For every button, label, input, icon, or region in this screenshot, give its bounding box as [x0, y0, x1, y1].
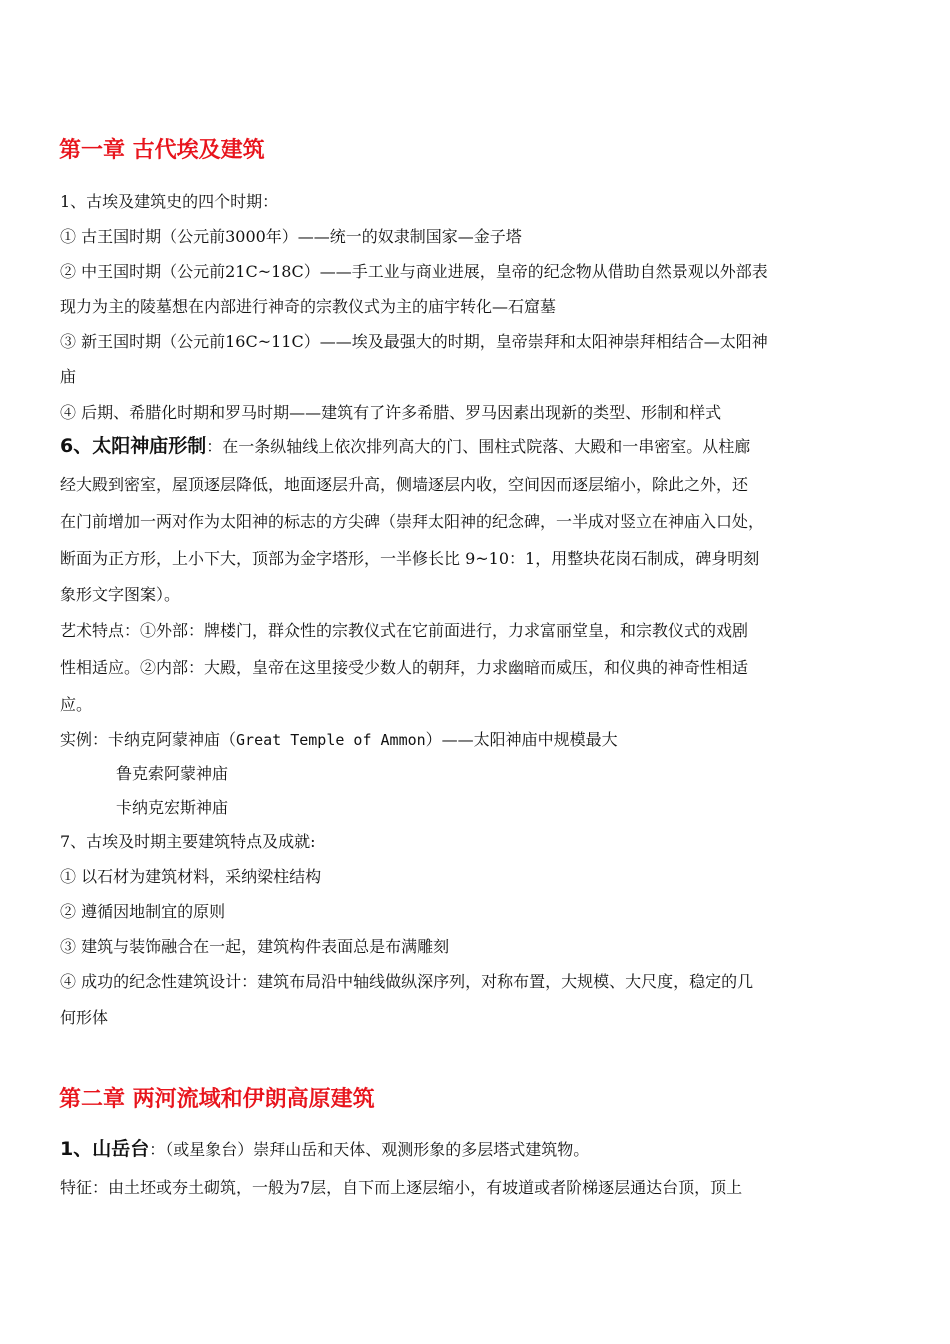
q7-point-1: ① 以石材为建筑材料，采纳梁柱结构	[60, 867, 322, 886]
q7-point-4-line-1: ④ 成功的纪念性建筑设计：建筑布局沿中轴线做纵深序列，对称布置，大规模、大尺度，稳定的几	[60, 972, 754, 991]
example-line-2: 鲁克索阿蒙神庙	[116, 764, 229, 783]
q7-point-3: ③ 建筑与装饰融合在一起，建筑构件表面总是布满雕刻	[60, 937, 450, 956]
ziggurat-heading: 1、山岳台	[60, 1138, 150, 1160]
q6-line-1-text: ：在一条纵轴线上依次排列高大的门、围柱式院落、大殿和一串密室。从柱廊	[206, 437, 751, 456]
q1-period-2-line-1: ② 中王国时期（公元前21C~18C）——手工业与商业进展，皇帝的纪念物从借助自然景观以外部表	[60, 262, 768, 281]
q1-period-2-line-2: 现力为主的陵墓想在内部进行神奇的宗教仪式为主的庙宇转化—石窟墓	[60, 297, 557, 316]
example-line-1	[60, 730, 618, 750]
q6-line-2: 经大殿到密室，屋顶逐层降低，地面逐层升高，侧墙逐层内收，空间因而逐层缩小，除此之外，还	[60, 475, 749, 494]
q1-heading: 1、古埃及建筑史的四个时期：	[60, 192, 279, 211]
q6-heading: 6、太阳神庙形制	[60, 435, 207, 457]
q6-line-1	[60, 436, 750, 457]
q7-heading: 7、古埃及时期主要建筑特点及成就:	[60, 832, 316, 851]
q6-line-3: 在门前增加一两对作为太阳神的标志的方尖碑（崇拜太阳神的纪念碑，一半成对竖立在神庙入口处，	[60, 512, 765, 531]
example-english-name: Great Temple of Ammon	[236, 731, 426, 749]
q1-period-4: ④ 后期、希腊化时期和罗马时期——建筑有了许多希腊、罗马因素出现新的类型、形制和样式	[60, 403, 722, 422]
q7-point-2: ② 遵循因地制宜的原则	[60, 902, 226, 921]
q1-period-3-line-2: 庙	[60, 367, 77, 386]
art-features-line-3: 应。	[60, 695, 93, 714]
chapter-1-title: 第一章 古代埃及建筑	[59, 138, 265, 163]
q6-line-5: 象形文字图案）。	[60, 585, 181, 604]
example-prefix: 实例：卡纳克阿蒙神庙（	[60, 730, 237, 749]
ziggurat-line-1	[60, 1139, 589, 1160]
art-features-line-1: 艺术特点：①外部：牌楼门，群众性的宗教仪式在它前面进行，力求富丽堂皇，和宗教仪式的戏剧	[60, 621, 749, 640]
chapter-2-title: 第二章 两河流域和伊朗高原建筑	[59, 1087, 375, 1112]
art-features-line-2: 性相适应。②内部：大殿，皇帝在这里接受少数人的朝拜，力求幽暗而威压，和仪典的神奇性相适	[60, 658, 749, 677]
q7-point-4-line-2: 何形体	[60, 1008, 109, 1027]
q1-period-1: ① 古王国时期（公元前3000年）——统一的奴隶制国家—金子塔	[60, 227, 522, 246]
example-line-3: 卡纳克宏斯神庙	[116, 798, 229, 817]
q1-period-3-line-1: ③ 新王国时期（公元前16C~11C）——埃及最强大的时期，皇帝崇拜和太阳神崇拜相结合—太阳神	[60, 332, 768, 351]
q6-line-4: 断面为正方形，上小下大，顶部为金字塔形，一半修长比 9~10：1，用整块花岗石制成，碑身明刻	[60, 549, 760, 568]
example-suffix: ）——太阳神庙中规模最大	[425, 730, 618, 749]
ziggurat-features-line-1: 特征：由土坯或夯土砌筑，一般为7层，自下而上逐层缩小，有坡道或者阶梯逐层通达台顶，顶上	[60, 1178, 743, 1197]
ziggurat-definition: ：（或星象台）崇拜山岳和天体、观测形象的多层塔式建筑物。	[149, 1140, 590, 1159]
